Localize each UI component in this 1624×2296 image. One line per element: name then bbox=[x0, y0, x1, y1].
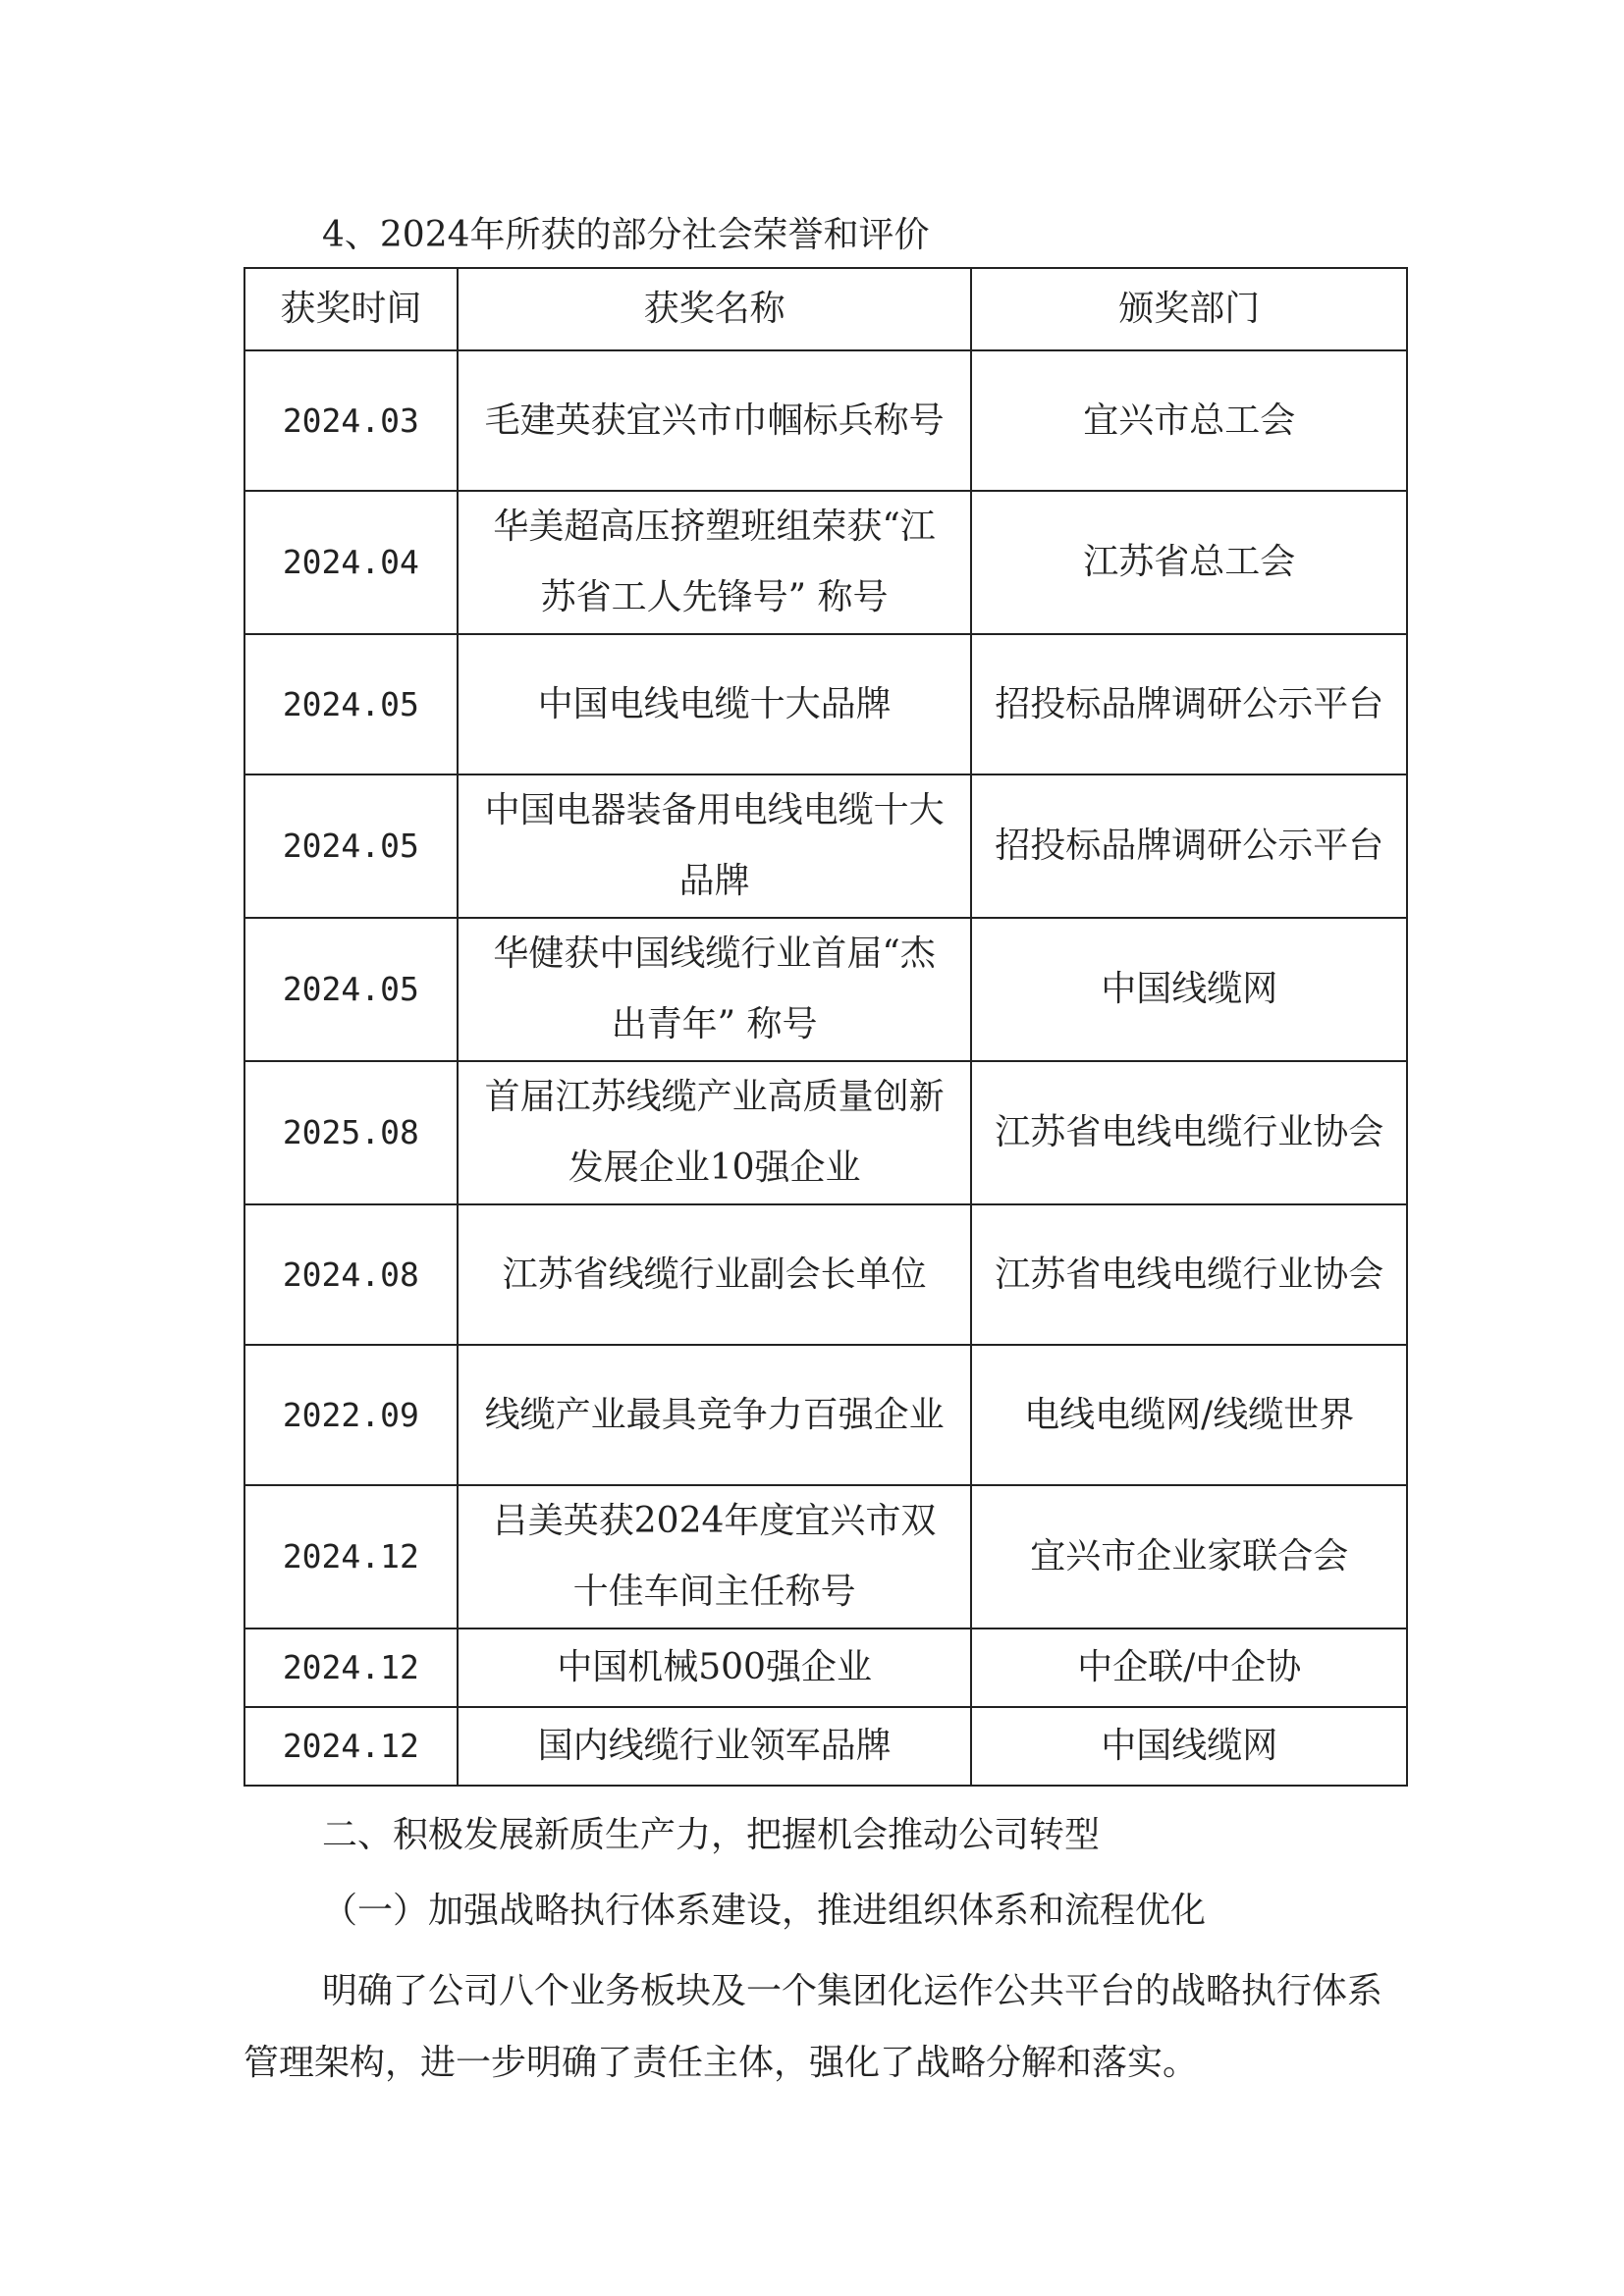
award-time: 2024.08 bbox=[244, 1204, 458, 1345]
header-issuing-org: 颁奖部门 bbox=[971, 268, 1407, 350]
award-time: 2025.08 bbox=[244, 1061, 458, 1204]
award-time: 2024.04 bbox=[244, 491, 458, 634]
award-time: 2024.05 bbox=[244, 774, 458, 918]
award-name: 中国机械500强企业 bbox=[458, 1629, 972, 1707]
table-row bbox=[244, 1345, 1407, 1485]
table-header-row bbox=[244, 268, 1407, 350]
issuing-org: 招投标品牌调研公示平台 bbox=[971, 774, 1407, 918]
awards-table bbox=[244, 267, 1408, 1787]
award-time: 2024.05 bbox=[244, 918, 458, 1061]
table-row bbox=[244, 634, 1407, 774]
table-row bbox=[244, 1707, 1407, 1786]
award-name: 江苏省线缆行业副会长单位 bbox=[458, 1204, 972, 1345]
body-paragraph: 明确了公司八个业务板块及一个集团化运作公共平台的战略执行体系管理架构，进一步明确了责任主体，强化了战略分解和落实。 bbox=[244, 1971, 1383, 2083]
section-two-heading: 二、积极发展新质生产力，把握机会推动公司转型 bbox=[322, 1815, 1101, 1855]
table-row bbox=[244, 1629, 1407, 1707]
award-time: 2024.12 bbox=[244, 1485, 458, 1629]
award-name: 华健获中国线缆行业首届“杰出青年” 称号 bbox=[458, 918, 972, 1061]
header-award-time: 获奖时间 bbox=[244, 268, 458, 350]
issuing-org: 中企联/中企协 bbox=[971, 1629, 1407, 1707]
table-row bbox=[244, 774, 1407, 918]
issuing-org: 中国线缆网 bbox=[971, 1707, 1407, 1786]
issuing-org: 宜兴市企业家联合会 bbox=[971, 1485, 1407, 1629]
table-row bbox=[244, 491, 1407, 634]
issuing-org: 江苏省总工会 bbox=[971, 491, 1407, 634]
issuing-org: 江苏省电线电缆行业协会 bbox=[971, 1204, 1407, 1345]
subsection-one-heading: （一）加强战略执行体系建设，推进组织体系和流程优化 bbox=[322, 1891, 1207, 1931]
issuing-org: 招投标品牌调研公示平台 bbox=[971, 634, 1407, 774]
award-name: 华美超高压挤塑班组荣获“江苏省工人先锋号” 称号 bbox=[458, 491, 972, 634]
header-award-name: 获奖名称 bbox=[458, 268, 972, 350]
award-name: 线缆产业最具竞争力百强企业 bbox=[458, 1345, 972, 1485]
table-row bbox=[244, 1061, 1407, 1204]
award-time: 2024.12 bbox=[244, 1629, 458, 1707]
table-row bbox=[244, 1485, 1407, 1629]
award-name: 吕美英获2024年度宜兴市双十佳车间主任称号 bbox=[458, 1485, 972, 1629]
award-name: 首届江苏线缆产业高质量创新发展企业10强企业 bbox=[458, 1061, 972, 1204]
table-row bbox=[244, 918, 1407, 1061]
award-time: 2024.03 bbox=[244, 350, 458, 491]
award-name: 中国电线电缆十大品牌 bbox=[458, 634, 972, 774]
section-heading: 4、2024年所获的部分社会荣誉和评价 bbox=[322, 215, 930, 255]
award-time: 2024.05 bbox=[244, 634, 458, 774]
table-row bbox=[244, 1204, 1407, 1345]
table-row bbox=[244, 350, 1407, 491]
award-name: 中国电器装备用电线电缆十大品牌 bbox=[458, 774, 972, 918]
issuing-org: 宜兴市总工会 bbox=[971, 350, 1407, 491]
award-time: 2024.12 bbox=[244, 1707, 458, 1786]
issuing-org: 江苏省电线电缆行业协会 bbox=[971, 1061, 1407, 1204]
award-name: 国内线缆行业领军品牌 bbox=[458, 1707, 972, 1786]
award-time: 2022.09 bbox=[244, 1345, 458, 1485]
award-name: 毛建英获宜兴市巾帼标兵称号 bbox=[458, 350, 972, 491]
issuing-org: 中国线缆网 bbox=[971, 918, 1407, 1061]
issuing-org: 电线电缆网/线缆世界 bbox=[971, 1345, 1407, 1485]
